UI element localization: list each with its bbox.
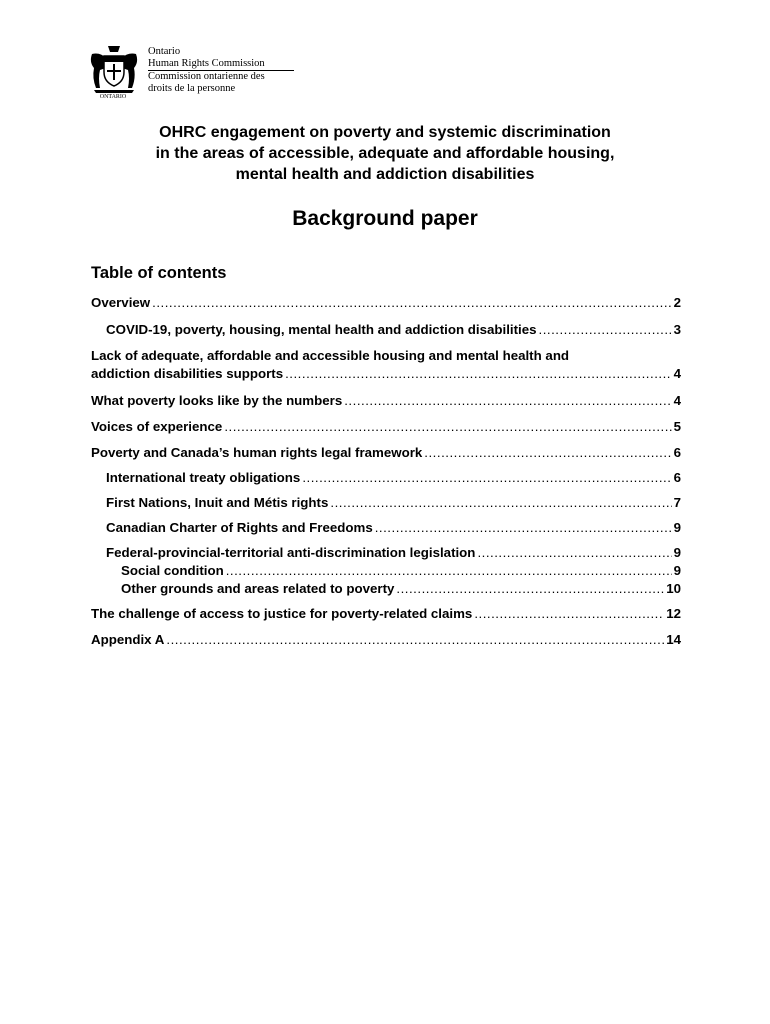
toc-entry-label: Voices of experience — [91, 419, 223, 434]
toc-entry-page: 5 — [673, 419, 681, 434]
toc-leader — [477, 544, 671, 562]
toc-entry-page: 6 — [673, 470, 681, 485]
toc-entry-label: The challenge of access to justice for poverty-related claims — [91, 606, 473, 621]
org-line-4: droits de la personne — [148, 82, 236, 94]
toc-heading: Table of contents — [91, 264, 227, 282]
toc-entry-indigenous-rights[interactable] — [106, 494, 681, 512]
toc-entry-page: 2 — [673, 295, 681, 310]
title-line-1: OHRC engagement on poverty and systemic discrimination — [159, 124, 611, 141]
toc-leader — [166, 631, 664, 649]
toc-entry-voices[interactable] — [91, 418, 681, 436]
toc-entry-housing-supports[interactable] — [91, 347, 681, 383]
org-line-3: Commission ontarienne des — [148, 71, 265, 82]
toc-entry-page: 3 — [673, 322, 681, 337]
toc-entry-page: 12 — [666, 606, 681, 621]
toc-entry-label: Overview — [91, 295, 151, 310]
toc-entry-covid[interactable] — [106, 321, 681, 339]
ohrc-logo — [88, 44, 298, 102]
toc-entry-label: Federal-provincial-territorial anti-discrimination legislation — [106, 545, 476, 560]
toc-entry-legal-framework[interactable] — [91, 444, 681, 462]
toc-entry-fpt-legislation[interactable] — [106, 544, 681, 562]
toc-entry-page: 9 — [673, 520, 681, 535]
org-line-2: Human Rights Commission — [148, 57, 265, 69]
toc-leader — [474, 605, 664, 623]
toc-entry-page: 14 — [666, 632, 681, 647]
toc-entry-label-line1: Lack of adequate, affordable and accessible housing and mental health and — [91, 348, 570, 363]
toc-leader — [302, 469, 671, 487]
toc-entry-label: Appendix A — [91, 632, 165, 647]
toc-leader — [285, 365, 672, 383]
toc-entry-charter[interactable] — [106, 519, 681, 537]
toc-entry-page: 7 — [673, 495, 681, 510]
toc-entry-appendix-a[interactable] — [91, 631, 681, 649]
toc-entry-page: 10 — [666, 581, 681, 596]
toc-leader — [344, 392, 671, 410]
toc-entry-label: First Nations, Inuit and Métis rights — [106, 495, 329, 510]
toc-entry-label: What poverty looks like by the numbers — [91, 393, 343, 408]
toc-leader — [375, 519, 672, 537]
ontario-coat-of-arms-icon — [88, 44, 140, 100]
toc-entry-label: Other grounds and areas related to poverty — [121, 581, 395, 596]
toc-entry-social-condition[interactable] — [121, 562, 681, 580]
toc-entry-label: Poverty and Canada’s human rights legal framework — [91, 445, 423, 460]
toc-entry-label: COVID-19, poverty, housing, mental health and addiction disabilities — [106, 322, 537, 337]
toc-entry-page: 9 — [673, 545, 681, 560]
document-title — [0, 122, 770, 185]
title-line-2: in the areas of accessible, adequate and affordable housing, — [155, 145, 615, 162]
toc-leader — [330, 494, 671, 512]
toc-entry-overview[interactable] — [91, 294, 681, 312]
toc-leader — [396, 580, 664, 598]
crest-caption: ONTARIO — [99, 94, 127, 100]
toc-entry-page: 4 — [673, 366, 681, 381]
toc-leader — [539, 321, 672, 339]
toc-entry-label: Social condition — [121, 563, 224, 578]
toc-entry-page: 9 — [673, 563, 681, 578]
document-subtitle: Background paper — [292, 207, 478, 230]
title-line-3: mental health and addiction disabilities — [235, 166, 535, 183]
toc-entry-label: International treaty obligations — [106, 470, 301, 485]
toc-entry-page: 4 — [673, 393, 681, 408]
toc-entry-numbers[interactable] — [91, 392, 681, 410]
toc-entry-label: Canadian Charter of Rights and Freedoms — [106, 520, 373, 535]
toc-leader — [224, 418, 671, 436]
toc-entry-other-grounds[interactable] — [121, 580, 681, 598]
toc-entry-label: addiction disabilities supports — [91, 366, 284, 381]
toc-leader — [226, 562, 672, 580]
toc-entry-page: 6 — [673, 445, 681, 460]
organization-name — [148, 46, 294, 94]
org-line-1: Ontario — [148, 46, 181, 57]
toc-leader — [424, 444, 671, 462]
toc-entry-access-to-justice[interactable] — [91, 605, 681, 623]
toc-entry-treaty[interactable] — [106, 469, 681, 487]
toc-leader — [152, 294, 671, 312]
